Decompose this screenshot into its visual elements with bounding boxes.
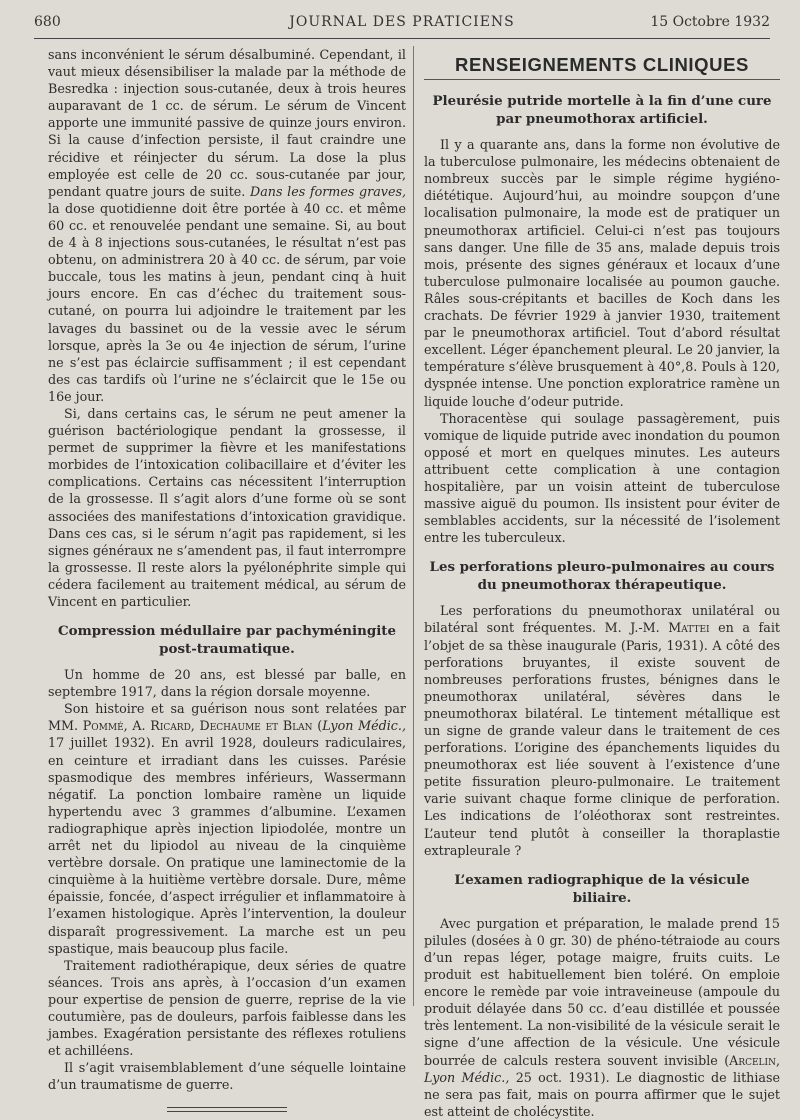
- column-divider: [413, 46, 414, 1006]
- right-column: [424, 46, 780, 1120]
- page-number: 680: [34, 14, 61, 30]
- issue-date: 15 Octobre 1932: [650, 14, 770, 30]
- paragraph: Les perforations du pneumothorax unilatéral ou bilatéral sont fréquentes. M. J.-M. Mattei en a fait l’objet de sa thèse inaugurale (Paris, 1931). A côté des perforations bruyantes, il existe souvent de nombreuses perforations frustes, bénignes dans le pneumothorax unilatéral, sévères dans le pneumothorax bilatéral. Le tintement métallique est un signe de grande valeur dans le traitement de ces perforations. L’origine des épanchements liquides du pneumothorax est liée souvent à l’existence d’une petite fissuration pleuro-pulmonaire. Le traitement varie suivant chaque forme clinique de perforation. Les indications de l’oléothorax sont restreintes. L’auteur tend plutôt à conseiller la thoraplastie extrapleurale ?: [424, 603, 780, 858]
- paragraph: Un homme de 20 ans, est blessé par balle, en septembre 1917, dans la région dorsale moyenne.: [48, 667, 406, 700]
- article-title: Pleurésie putride mortelle à la fin d’une cure par pneumothorax artificiel.: [432, 93, 772, 128]
- paragraph: Il s’agit vraisemblablement d’une séquelle lointaine d’un traumatisme de guerre.: [48, 1060, 406, 1093]
- paragraph: Traitement radiothérapique, deux séries de quatre séances. Trois ans après, à l’occasion d’un examen pour expertise de pension de guerre, reprise de la vie coutumière, pas de douleurs, parfois faiblesse dans les jambes. Exagération persistante des réflexes rotuliens et achilléens.: [48, 957, 406, 1059]
- left-column: [48, 46, 406, 1112]
- paragraph: Si, dans certains cas, le sérum ne peut amener la guérison bactériologique pendant la grossesse, il permet de supprimer la fièvre et les manifestations morbides de l’intoxication colibacillaire et d’éviter les complications. Certains cas nécessitent l’interruption de la grossesse. Il s’agit alors d’une forme où se sont associées des manifestations d’intoxication gravidique. Dans ces cas, si le sérum n’agit pas rapidement, si les signes généraux ne s’amendent pas, il faut interrompre la grossesse. Il reste alors la pyélonéphrite simple qui cédera facilement au traitement médical, au sérum de Vincent en particulier.: [48, 405, 406, 609]
- paragraph: Il y a quarante ans, dans la forme non évolutive de la tuberculose pulmonaire, les médecins obtenaient de nombreux succès par le simple régime hygiéno-diététique. Aujourd’hui, au moindre soupçon d’une localisation pulmonaire, la mode est de pratiquer un pneumothorax artificiel. Celui-ci n’est pas toujours sans danger. Une fille de 35 ans, malade depuis trois mois, présente des signes généraux et locaux d’une tuberculose pulmonaire localisée au poumon gauche. Râles sous-crépitants et bacilles de Koch dans les crachats. De février 1929 à janvier 1930, traitement par le pneumothorax artificiel. Tout d’abord résultat excellent. Léger épanchement pleural. Le 20 janvier, la température s’élève brusquement à 40°,8. Pouls à 120, dyspnée intense. Une ponction exploratrice ramène un liquide louche d’odeur putride.: [424, 137, 780, 409]
- paragraph: Avec purgation et préparation, le malade prend 15 pilules (dosées à 0 gr. 30) de phéno-tétraiode au cours d’un repas léger, potage maigre, fruits cuits. Le produit est habituellement bien toléré. On emploie encore le remède par voie intraveineuse (ampoule du produit délayée dans 50 cc. d’eau distillée et poussée très lentement. La non-visibilité de la vésicule serait le signe d’une affection de la vésicule. Une vésicule bourrée de calculs restera souvent invisible (Arcelin, Lyon Médic., 25 oct. 1931). Le diagnostic de lithiase ne sera pas fait, mais on pourra affirmer que le sujet est atteint de cholécystite.: [424, 915, 780, 1119]
- article-title: Compression médullaire par pachyméningite post-traumatique.: [57, 623, 396, 658]
- journal-title: JOURNAL DES PRATICIENS: [289, 14, 515, 30]
- paragraph: sans inconvénient le sérum désalbuminé. Cependant, il vaut mieux désensibiliser la malade par la méthode de Besredka : injection sous-cutanée, deux à trois heures auparavant de 1 cc. de sérum. Le sérum de Vincent apporte une immunité passive de quinze jours environ. Si la cause d’infection persiste, il faut craindre une récidive et réinjecter du sérum. La dose la plus employée est celle de 20 cc. sous-cutanée par jour, pendant quatre jours de suite. Dans les formes graves, la dose quotidienne doit être portée à 40 cc. et même 60 cc. et renouvelée pendant une semaine. Si, au bout de 4 à 8 injections sous-cutanées, le résultat n’est pas obtenu, on administrera 20 à 40 cc. de sérum, par voie buccale, tous les matins à jeun, pendant cinq à huit jours encore. En cas d’échec du traitement sous-cutané, on pourra lui adjoindre le traitement par les lavages du bassinet ou de la vessie avec le sérum lorsque, après la 3e ou 4e injection de sérum, l’urine ne s’est pas éclaircie suffisamment ; il est cependant des cas tardifs où l’urine ne s’éclaircit que le 15e ou 16e jour.: [48, 47, 406, 404]
- header-rule: [34, 38, 770, 39]
- article-title: Les perforations pleuro-pulmonaires au cours du pneumothorax thérapeutique.: [429, 559, 775, 594]
- paragraph: Thoracentèse qui soulage passagèrement, puis vomique de liquide putride avec inondation du poumon opposé et mort en quelques minutes. Les auteurs attribuent cette complication à une contagion hospitalière, par un voisin atteint de tuberculose massive aiguë du poumon. Ils insistent pour éviter de semblables accidents, sur la nécessité de l’isolement entre les tuberculeux.: [424, 410, 780, 546]
- end-divider: [167, 1107, 287, 1112]
- section-title: RENSEIGNEMENTS CLINIQUES: [424, 56, 780, 80]
- page-header: [34, 14, 770, 36]
- article-title: L’examen radiographique de la vésicule biliaire.: [454, 871, 750, 906]
- paragraph: Son histoire et sa guérison nous sont relatées par MM. Pommé, A. Ricard, Dechaume et Blan (Lyon Médic., 17 juillet 1932). En avril 1928, douleurs radiculaires, en ceinture et irradiant dans les cuisses. Parésie spasmodique des membres inférieurs, Wassermann négatif. La ponction lombaire ramène un liquide hypertendu avec 3 grammes d’albumine. L’examen radiographique après injection lipiodolée, montre un arrêt net du lipiodol au niveau de la cinquième vertèbre dorsale. On pratique une laminectomie de la cinquième à la huitième vertèbre dorsale. Dure, même épaissie, foncée, d’aspect irrégulier et inflammatoire à l’examen histologique. Après l’intervention, la douleur disparaît progressivement. La marche est un peu spastique, mais beaucoup plus facile.: [48, 701, 406, 956]
